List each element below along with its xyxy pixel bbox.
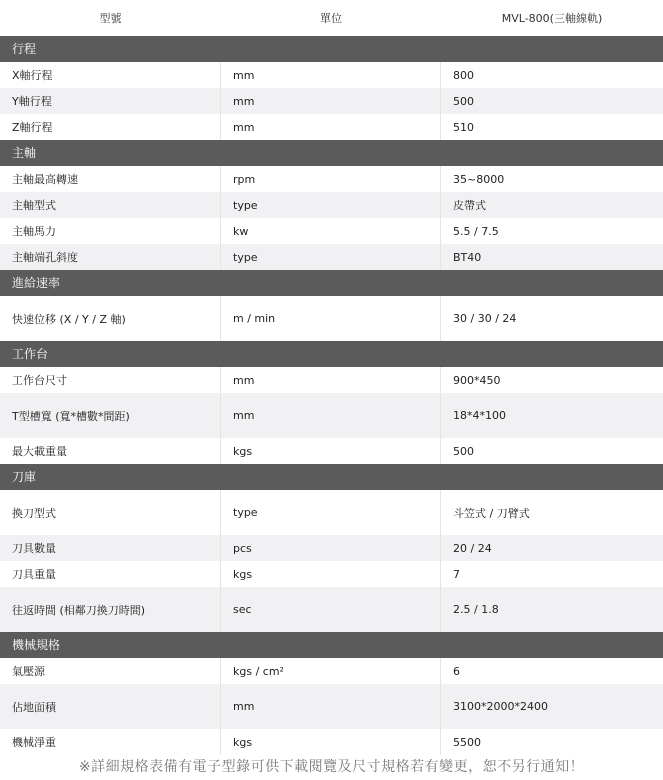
spec-unit: mm	[221, 88, 441, 114]
section-header: 進給速率	[0, 270, 663, 296]
spec-name: 佔地面積	[0, 684, 221, 729]
spec-name: 刀具重量	[0, 561, 221, 587]
spec-name: 往返時間 (相鄰刀換刀時間)	[0, 587, 221, 632]
spec-value: 20 / 24	[453, 541, 492, 555]
spec-name: 刀具數量	[0, 535, 221, 561]
table-row	[0, 587, 663, 632]
spec-value: 5.5 / 7.5	[453, 224, 499, 238]
spec-unit: type	[221, 244, 441, 270]
table-row	[0, 438, 663, 464]
spec-value: 3100*2000*2400	[453, 700, 548, 713]
spec-name: 主軸型式	[0, 192, 221, 218]
spec-value: 2.5 / 1.8	[453, 603, 499, 616]
section-header: 行程	[0, 36, 663, 62]
table-row	[0, 296, 663, 341]
spec-unit: kw	[221, 218, 441, 244]
spec-value: 30 / 30 / 24	[453, 312, 517, 325]
table-row	[0, 88, 663, 114]
spec-name: 主軸最高轉速	[0, 166, 221, 192]
spec-value: 500	[453, 444, 474, 458]
spec-name: 換刀型式	[0, 490, 221, 535]
table-row	[0, 658, 663, 684]
table-row	[0, 561, 663, 587]
footnote: ※詳細規格表備有電子型錄可供下載閱覽及尺寸規格若有變更，恕不另行通知！	[78, 759, 585, 775]
table-row	[0, 114, 663, 140]
spec-unit: mm	[221, 62, 441, 88]
spec-value: 18*4*100	[453, 409, 506, 422]
spec-name: Y軸行程	[0, 88, 221, 114]
section-header: 工作台	[0, 341, 663, 367]
spec-unit: kgs	[221, 561, 441, 587]
table-row	[0, 166, 663, 192]
spec-unit: kgs	[221, 729, 441, 755]
spec-value: 900*450	[453, 373, 501, 387]
section-header: 刀庫	[0, 464, 663, 490]
spec-name: 主軸馬力	[0, 218, 221, 244]
spec-value: 皮帶式	[453, 199, 486, 212]
spec-value: 7	[453, 567, 460, 581]
spec-value: 500	[453, 94, 474, 108]
spec-name: X軸行程	[0, 62, 221, 88]
spec-name: 最大載重量	[0, 438, 221, 464]
table-row	[0, 729, 663, 755]
spec-name: 主軸端孔斜度	[0, 244, 221, 270]
section-header: 機械規格	[0, 632, 663, 658]
table-row	[0, 535, 663, 561]
table-row	[0, 192, 663, 218]
spec-unit: kgs / cm²	[221, 658, 441, 684]
spec-unit: mm	[221, 367, 441, 393]
table-header	[0, 0, 663, 36]
spec-value: 35~8000	[453, 172, 505, 186]
table-row	[0, 393, 663, 438]
spec-sections	[0, 36, 663, 755]
spec-value: 510	[453, 120, 474, 134]
spec-unit: m / min	[221, 296, 441, 341]
spec-unit: pcs	[221, 535, 441, 561]
spec-value: 800	[453, 68, 474, 82]
spec-unit: mm	[221, 684, 441, 729]
section-header: 主軸	[0, 140, 663, 166]
spec-value: 5500	[453, 735, 481, 749]
spec-unit: rpm	[221, 166, 441, 192]
header-model: 型號	[99, 12, 122, 25]
spec-name: 快速位移 (X / Y / Z 軸)	[0, 296, 221, 341]
spec-unit: kgs	[221, 438, 441, 464]
spec-unit: type	[221, 490, 441, 535]
spec-unit: mm	[221, 114, 441, 140]
spec-value: BT40	[453, 250, 482, 264]
spec-name: 工作台尺寸	[0, 367, 221, 393]
spec-unit: type	[221, 192, 441, 218]
spec-name: 機械淨重	[0, 729, 221, 755]
spec-name: T型槽寬 (寬*槽數*間距)	[0, 393, 221, 438]
spec-value: 斗笠式 / 刀臂式	[453, 506, 530, 520]
header-unit: 單位	[320, 12, 342, 25]
spec-name: Z軸行程	[0, 114, 221, 140]
table-row	[0, 244, 663, 270]
table-row	[0, 684, 663, 729]
spec-name: 氣壓源	[0, 658, 221, 684]
table-row	[0, 218, 663, 244]
spec-unit: sec	[221, 587, 441, 632]
spec-value: 6	[453, 664, 460, 678]
spec-unit: mm	[221, 393, 441, 438]
table-row	[0, 367, 663, 393]
table-row	[0, 62, 663, 88]
header-product: MVL-800(三軸線軌)	[501, 12, 603, 25]
table-row	[0, 490, 663, 535]
